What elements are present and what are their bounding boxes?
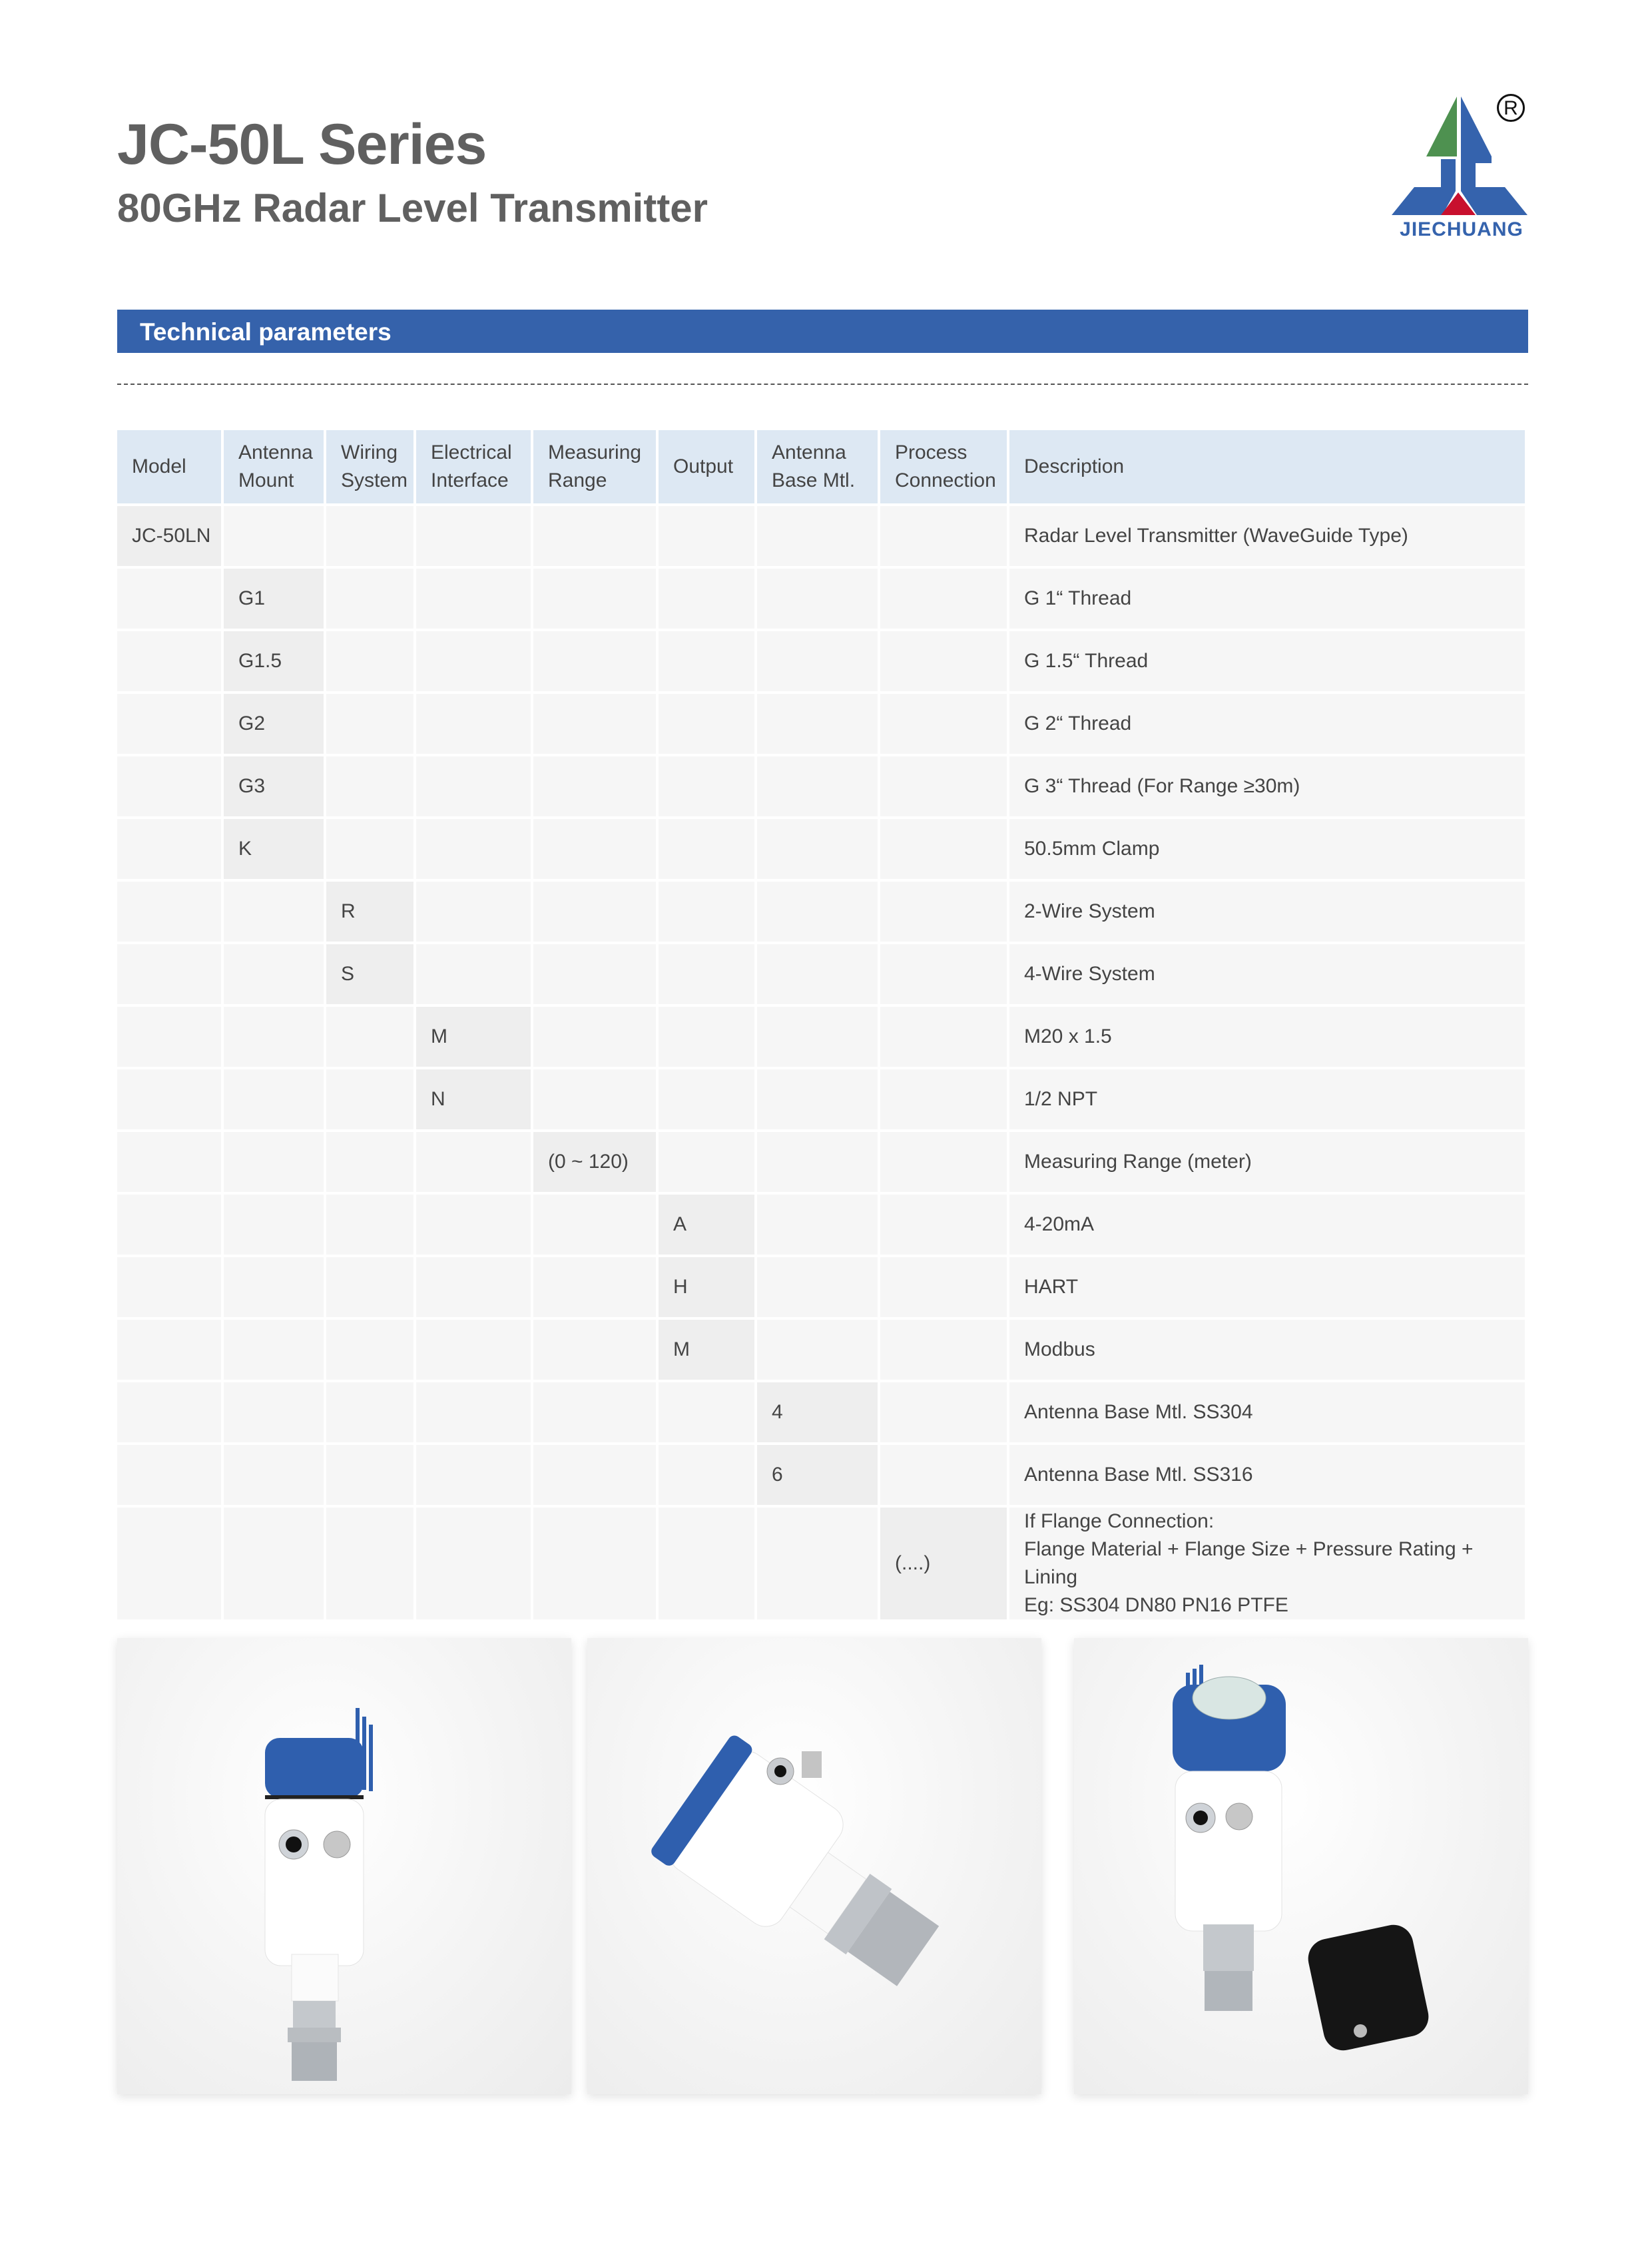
description-cell: G 2“ Thread bbox=[1009, 694, 1525, 754]
empty-cell bbox=[326, 756, 413, 816]
empty-cell bbox=[326, 506, 413, 566]
empty-cell bbox=[533, 1320, 656, 1380]
empty-cell bbox=[416, 1195, 531, 1255]
empty-cell bbox=[880, 506, 1007, 566]
table-row bbox=[117, 1069, 1525, 1129]
header-antenna-mount: Antenna Mount bbox=[224, 430, 324, 503]
description-cell: G 1.5“ Thread bbox=[1009, 631, 1525, 691]
dashed-divider bbox=[117, 384, 1528, 385]
empty-cell bbox=[224, 1382, 324, 1442]
empty-cell bbox=[880, 1007, 1007, 1067]
product-photo-angled bbox=[587, 1638, 1041, 2094]
empty-cell bbox=[326, 1320, 413, 1380]
description-cell: Radar Level Transmitter (WaveGuide Type) bbox=[1009, 506, 1525, 566]
empty-cell bbox=[117, 882, 221, 942]
empty-cell bbox=[117, 944, 221, 1004]
empty-cell bbox=[533, 569, 656, 629]
empty-cell bbox=[416, 694, 531, 754]
description-cell: 4-Wire System bbox=[1009, 944, 1525, 1004]
table-row bbox=[117, 1508, 1525, 1619]
header-measuring-range: Measuring Range bbox=[533, 430, 656, 503]
description-cell: G 3“ Thread (For Range ≥30m) bbox=[1009, 756, 1525, 816]
empty-cell bbox=[416, 1382, 531, 1442]
empty-cell bbox=[326, 1007, 413, 1067]
empty-cell bbox=[326, 1195, 413, 1255]
table-header-row bbox=[117, 430, 1525, 503]
empty-cell bbox=[757, 631, 878, 691]
empty-cell bbox=[757, 944, 878, 1004]
code-cell: M bbox=[416, 1007, 531, 1067]
empty-cell bbox=[533, 694, 656, 754]
section-header-bar bbox=[117, 310, 1528, 353]
empty-cell bbox=[416, 1508, 531, 1619]
page-title: JC-50L Series bbox=[117, 113, 487, 176]
empty-cell bbox=[659, 1445, 754, 1505]
empty-cell bbox=[117, 1195, 221, 1255]
description-line: If Flange Connection: bbox=[1024, 1510, 1215, 1532]
section-title: Technical parameters bbox=[140, 318, 392, 346]
empty-cell bbox=[659, 1007, 754, 1067]
empty-cell bbox=[416, 1132, 531, 1192]
empty-cell bbox=[757, 1007, 878, 1067]
radar-transmitter-front-icon bbox=[117, 1638, 571, 2094]
empty-cell bbox=[757, 1508, 878, 1619]
empty-cell bbox=[117, 1508, 221, 1619]
empty-cell bbox=[416, 569, 531, 629]
empty-cell bbox=[117, 1257, 221, 1317]
empty-cell bbox=[416, 1320, 531, 1380]
code-cell: G3 bbox=[224, 756, 324, 816]
empty-cell bbox=[659, 569, 754, 629]
empty-cell bbox=[880, 1320, 1007, 1380]
empty-cell bbox=[224, 1320, 324, 1380]
empty-cell bbox=[533, 819, 656, 879]
header-antenna-base-material: Antenna Base Mtl. bbox=[757, 430, 878, 503]
empty-cell bbox=[117, 756, 221, 816]
table-row bbox=[117, 569, 1525, 629]
table-row bbox=[117, 506, 1525, 566]
empty-cell bbox=[757, 1132, 878, 1192]
empty-cell bbox=[533, 1508, 656, 1619]
code-cell: R bbox=[326, 882, 413, 942]
empty-cell bbox=[224, 1195, 324, 1255]
product-photo-with-module bbox=[1074, 1638, 1528, 2094]
empty-cell bbox=[326, 1508, 413, 1619]
description-cell: 1/2 NPT bbox=[1009, 1069, 1525, 1129]
header-wiring-system: Wiring System bbox=[326, 430, 413, 503]
code-cell: 4 bbox=[757, 1382, 878, 1442]
empty-cell bbox=[416, 756, 531, 816]
empty-cell bbox=[659, 1382, 754, 1442]
empty-cell bbox=[757, 1069, 878, 1129]
empty-cell bbox=[659, 944, 754, 1004]
code-cell: (0 ~ 120) bbox=[533, 1132, 656, 1192]
description-cell: 50.5mm Clamp bbox=[1009, 819, 1525, 879]
description-cell: Measuring Range (meter) bbox=[1009, 1132, 1525, 1192]
empty-cell bbox=[533, 756, 656, 816]
empty-cell bbox=[880, 631, 1007, 691]
description-cell: HART bbox=[1009, 1257, 1525, 1317]
empty-cell bbox=[880, 1069, 1007, 1129]
empty-cell bbox=[224, 1132, 324, 1192]
empty-cell bbox=[326, 1257, 413, 1317]
empty-cell bbox=[533, 1382, 656, 1442]
empty-cell bbox=[117, 694, 221, 754]
empty-cell bbox=[880, 819, 1007, 879]
empty-cell bbox=[326, 1445, 413, 1505]
empty-cell bbox=[659, 694, 754, 754]
empty-cell bbox=[880, 944, 1007, 1004]
empty-cell bbox=[533, 631, 656, 691]
empty-cell bbox=[757, 569, 878, 629]
logo-brand-text: JIECHUANG bbox=[1400, 218, 1523, 240]
description-cell: Modbus bbox=[1009, 1320, 1525, 1380]
empty-cell bbox=[757, 1320, 878, 1380]
empty-cell bbox=[880, 1195, 1007, 1255]
empty-cell bbox=[757, 1257, 878, 1317]
registered-mark-icon: R bbox=[1497, 94, 1525, 122]
empty-cell bbox=[416, 1445, 531, 1505]
empty-cell bbox=[416, 1257, 531, 1317]
table-row bbox=[117, 631, 1525, 691]
table-row bbox=[117, 944, 1525, 1004]
table-row bbox=[117, 756, 1525, 816]
header-description: Description bbox=[1009, 430, 1525, 503]
product-photos bbox=[117, 1638, 1528, 2094]
empty-cell bbox=[533, 882, 656, 942]
empty-cell bbox=[659, 819, 754, 879]
description-cell: 4-20mA bbox=[1009, 1195, 1525, 1255]
empty-cell bbox=[757, 756, 878, 816]
technical-parameters-table bbox=[115, 427, 1527, 1622]
empty-cell bbox=[533, 1007, 656, 1067]
table-row bbox=[117, 1007, 1525, 1067]
code-cell: S bbox=[326, 944, 413, 1004]
empty-cell bbox=[326, 1382, 413, 1442]
empty-cell bbox=[533, 1257, 656, 1317]
empty-cell bbox=[659, 756, 754, 816]
table-row bbox=[117, 694, 1525, 754]
empty-cell bbox=[224, 1069, 324, 1129]
empty-cell bbox=[326, 631, 413, 691]
empty-cell bbox=[224, 1508, 324, 1619]
empty-cell bbox=[880, 756, 1007, 816]
empty-cell bbox=[757, 819, 878, 879]
description-cell: Antenna Base Mtl. SS304 bbox=[1009, 1382, 1525, 1442]
empty-cell bbox=[880, 569, 1007, 629]
empty-cell bbox=[880, 882, 1007, 942]
description-cell: G 1“ Thread bbox=[1009, 569, 1525, 629]
empty-cell bbox=[416, 506, 531, 566]
empty-cell bbox=[659, 882, 754, 942]
description-line: Eg: SS304 DN80 PN16 PTFE bbox=[1024, 1594, 1288, 1616]
table-row bbox=[117, 1257, 1525, 1317]
table-row bbox=[117, 1382, 1525, 1442]
code-cell: 6 bbox=[757, 1445, 878, 1505]
empty-cell bbox=[224, 882, 324, 942]
table-row bbox=[117, 1132, 1525, 1192]
code-cell: JC-50LN bbox=[117, 506, 221, 566]
empty-cell bbox=[224, 506, 324, 566]
empty-cell bbox=[117, 1132, 221, 1192]
empty-cell bbox=[224, 1007, 324, 1067]
description-cell: Antenna Base Mtl. SS316 bbox=[1009, 1445, 1525, 1505]
empty-cell bbox=[533, 1069, 656, 1129]
header-electrical-interface: Electrical Interface bbox=[416, 430, 531, 503]
empty-cell bbox=[326, 569, 413, 629]
empty-cell bbox=[533, 506, 656, 566]
empty-cell bbox=[757, 506, 878, 566]
description-cell bbox=[1009, 1508, 1525, 1619]
empty-cell bbox=[880, 1445, 1007, 1505]
empty-cell bbox=[326, 1069, 413, 1129]
empty-cell bbox=[416, 631, 531, 691]
header-model: Model bbox=[117, 430, 221, 503]
table-row bbox=[117, 1320, 1525, 1380]
header-output: Output bbox=[659, 430, 754, 503]
empty-cell bbox=[224, 1257, 324, 1317]
description-cell: 2-Wire System bbox=[1009, 882, 1525, 942]
empty-cell bbox=[326, 819, 413, 879]
empty-cell bbox=[880, 1132, 1007, 1192]
empty-cell bbox=[224, 944, 324, 1004]
empty-cell bbox=[416, 819, 531, 879]
empty-cell bbox=[880, 694, 1007, 754]
empty-cell bbox=[224, 1445, 324, 1505]
empty-cell bbox=[416, 882, 531, 942]
empty-cell bbox=[117, 631, 221, 691]
empty-cell bbox=[117, 1445, 221, 1505]
radar-transmitter-module-icon bbox=[1074, 1638, 1528, 2094]
empty-cell bbox=[659, 1132, 754, 1192]
table-row bbox=[117, 819, 1525, 879]
empty-cell bbox=[326, 1132, 413, 1192]
empty-cell bbox=[326, 694, 413, 754]
empty-cell bbox=[880, 1257, 1007, 1317]
code-cell: G2 bbox=[224, 694, 324, 754]
code-cell: G1 bbox=[224, 569, 324, 629]
empty-cell bbox=[533, 1195, 656, 1255]
empty-cell bbox=[533, 1445, 656, 1505]
code-cell: K bbox=[224, 819, 324, 879]
code-cell: (....) bbox=[880, 1508, 1007, 1619]
radar-transmitter-angled-icon bbox=[587, 1638, 1041, 2094]
empty-cell bbox=[533, 944, 656, 1004]
empty-cell bbox=[117, 819, 221, 879]
code-cell: G1.5 bbox=[224, 631, 324, 691]
empty-cell bbox=[659, 1069, 754, 1129]
header-process-connection: Process Connection bbox=[880, 430, 1007, 503]
page-subtitle: 80GHz Radar Level Transmitter bbox=[117, 186, 708, 230]
empty-cell bbox=[880, 1382, 1007, 1442]
table-row bbox=[117, 1195, 1525, 1255]
empty-cell bbox=[659, 506, 754, 566]
company-logo bbox=[1385, 90, 1538, 243]
empty-cell bbox=[757, 694, 878, 754]
empty-cell bbox=[659, 1508, 754, 1619]
empty-cell bbox=[757, 882, 878, 942]
product-photo-front bbox=[117, 1638, 571, 2094]
empty-cell bbox=[757, 1195, 878, 1255]
description-line: Flange Material + Flange Size + Pressure Rating + Lining bbox=[1024, 1538, 1474, 1588]
code-cell: A bbox=[659, 1195, 754, 1255]
empty-cell bbox=[659, 631, 754, 691]
description-cell: M20 x 1.5 bbox=[1009, 1007, 1525, 1067]
empty-cell bbox=[117, 569, 221, 629]
code-cell: N bbox=[416, 1069, 531, 1129]
empty-cell bbox=[117, 1382, 221, 1442]
empty-cell bbox=[117, 1007, 221, 1067]
code-cell: H bbox=[659, 1257, 754, 1317]
table-row bbox=[117, 1445, 1525, 1505]
empty-cell bbox=[416, 944, 531, 1004]
empty-cell bbox=[117, 1320, 221, 1380]
code-cell: M bbox=[659, 1320, 754, 1380]
table-row bbox=[117, 882, 1525, 942]
empty-cell bbox=[117, 1069, 221, 1129]
